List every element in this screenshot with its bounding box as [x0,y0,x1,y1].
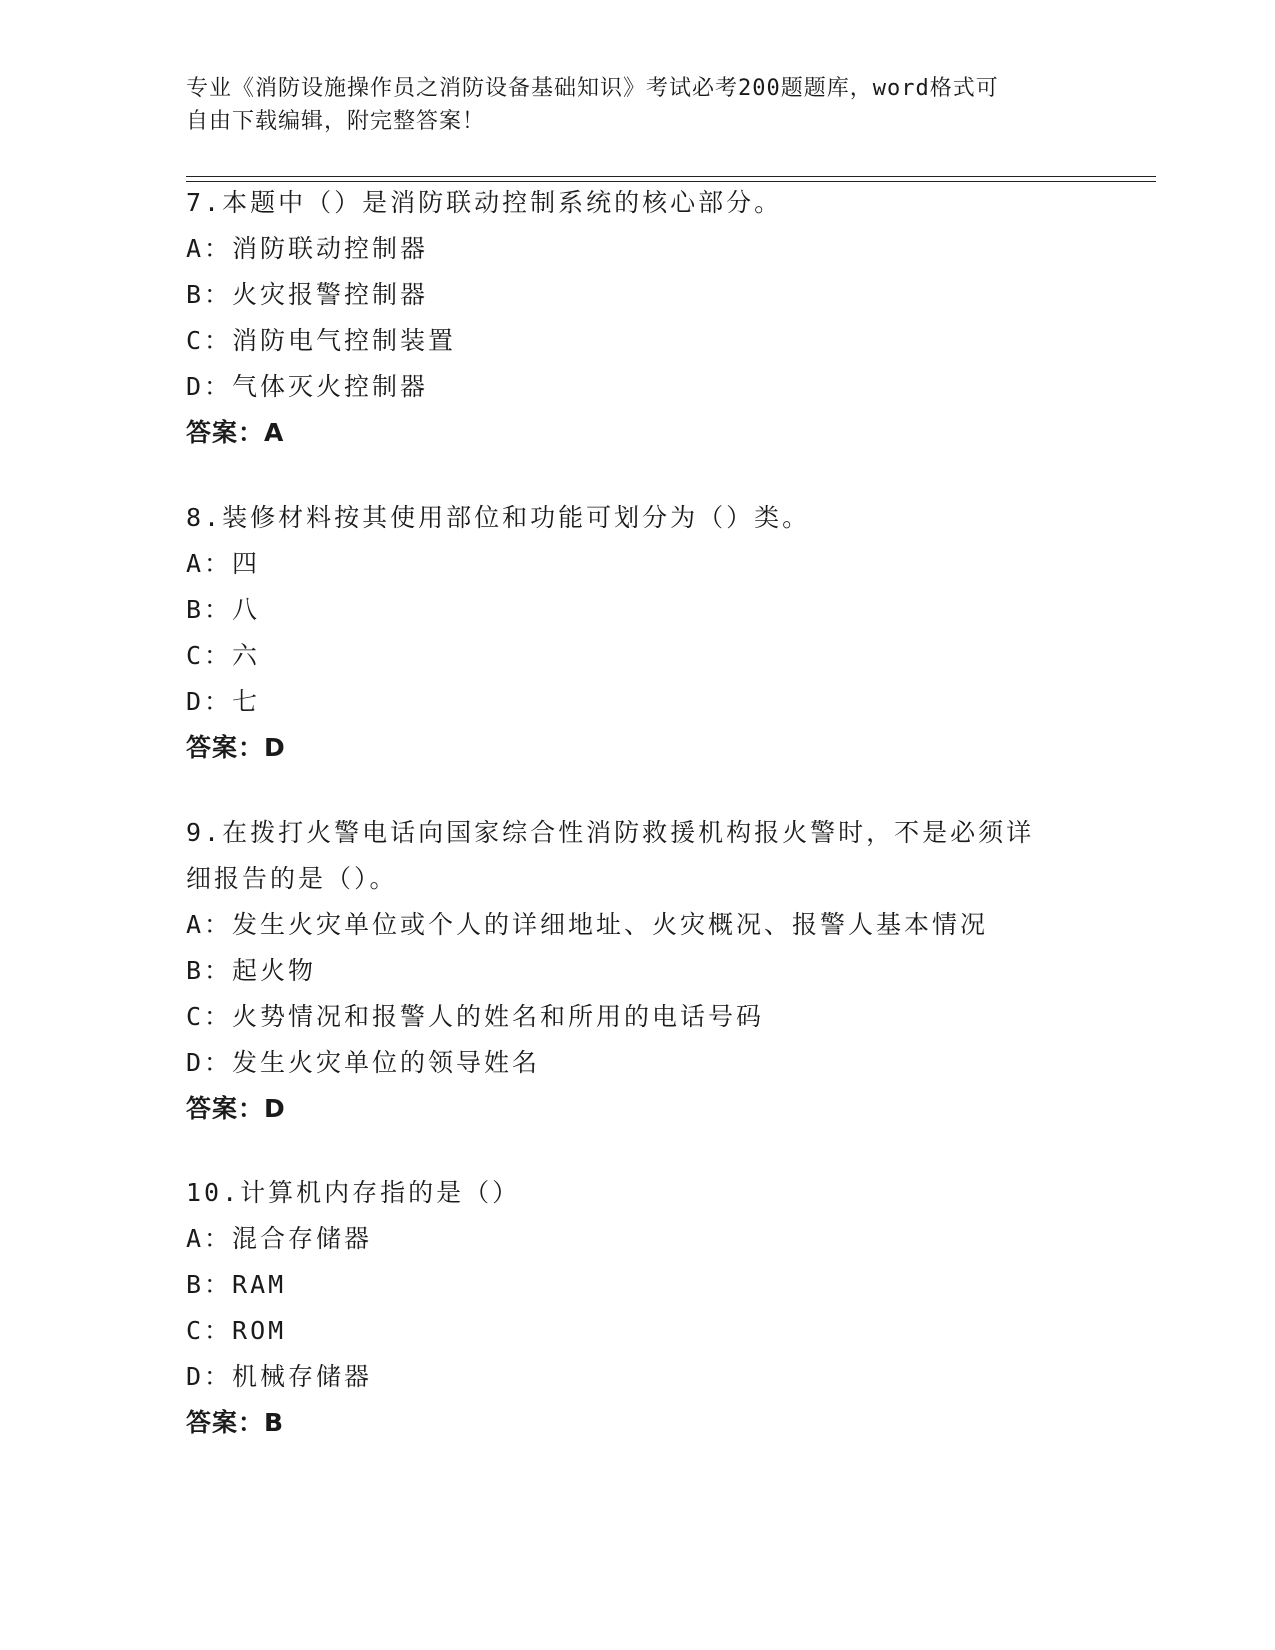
option-a: A：消防联动控制器 [186,234,429,263]
question-stem-line: 8.装修材料按其使用部位和功能可划分为（）类。 [186,503,811,532]
option-d: D：机械存储器 [186,1362,373,1391]
document-header [186,72,1066,138]
option-b: B：八 [186,595,261,624]
header-line-1: 专业《消防设施操作员之消防设备基础知识》考试必考200题题库，word格式可 [186,76,999,101]
question-stem-line: 7.本题中（）是消防联动控制系统的核心部分。 [186,188,783,217]
question-stem [186,1170,1086,1216]
question-stem-line: 10.计算机内存指的是（） [186,1178,521,1207]
answer: 答案：D [186,1094,286,1123]
option-a: A：四 [186,549,261,578]
question-stem [186,180,1086,226]
option-c: C：消防电气控制装置 [186,326,457,355]
header-line-2: 自由下载编辑，附完整答案！ [186,109,486,134]
option-c: C：火势情况和报警人的姓名和所用的电话号码 [186,1002,765,1031]
header-divider-top [186,176,1156,177]
option-c: C：六 [186,641,261,670]
question-stem [186,810,1086,902]
option-a: A：发生火灾单位或个人的详细地址、火灾概况、报警人基本情况 [186,910,989,939]
option-b: B：火灾报警控制器 [186,280,429,309]
answer: 答案：A [186,418,285,447]
option-d: D：发生火灾单位的领导姓名 [186,1048,541,1077]
option-a: A：混合存储器 [186,1224,373,1253]
question-stem-line: 细报告的是（）。 [186,864,398,893]
option-c: C：ROM [186,1316,287,1345]
question-7 [186,180,1086,456]
question-stem-line: 9.在拨打火警电话向国家综合性消防救援机构报火警时，不是必须详 [186,818,1035,847]
question-10 [186,1170,1086,1446]
option-b: B：起火物 [186,956,317,985]
option-d: D：气体灭火控制器 [186,372,429,401]
question-8 [186,495,1086,771]
answer: 答案：D [186,733,286,762]
option-d: D：七 [186,687,261,716]
option-b: B：RAM [186,1270,287,1299]
question-stem [186,495,1086,541]
question-9 [186,810,1086,1132]
answer: 答案：B [186,1408,285,1437]
